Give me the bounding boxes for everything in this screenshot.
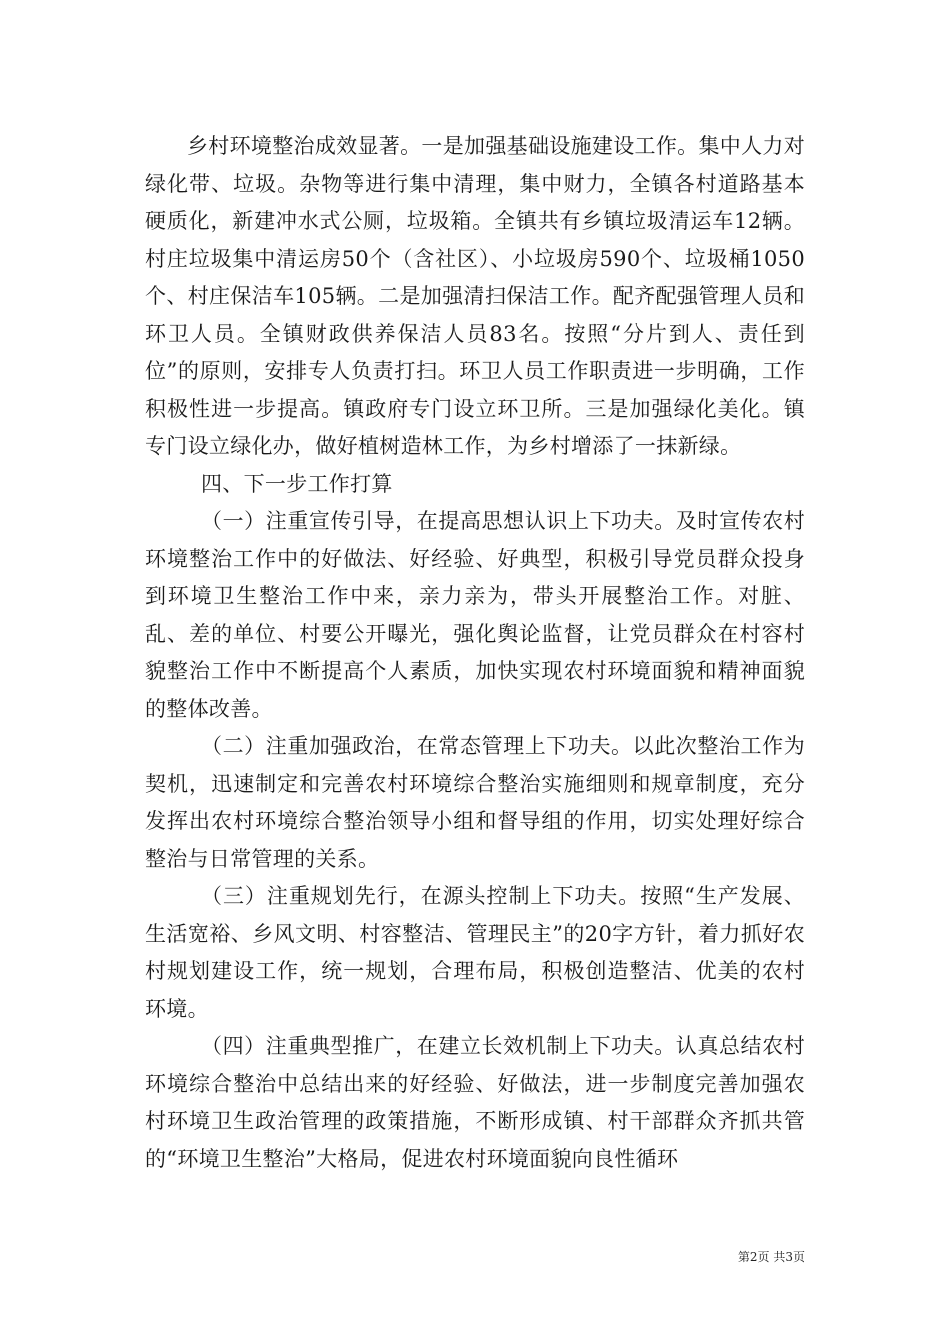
paragraph-item-4: （四）注重典型推广，在建立长效机制上下功夫。认真总结农村环境综合整治中总结出来的好经验、好做法，进一步制度完善加强农村环境卫生政治管理的政策措施，不断形成镇、村干部群众齐抓共管的“环境卫生整治”大格局，促进农村环境面貌向良性循环	[145, 1034, 805, 1171]
paragraph-environment-results: 乡村环境整治成效显著。一是加强基础设施建设工作。集中人力对绿化带、垃圾。杂物等进行集中清理，集中财力，全镇各村道路基本硬质化，新建冲水式公厕，垃圾箱。全镇共有乡镇垃圾清运车12辆。村庄垃圾集中清运房50个（含社区）、小垃圾房590个、垃圾桶1050个、村庄保洁车105辆。二是加强清扫保洁工作。配齐配强管理人员和环卫人员。全镇财政供养保洁人员83名。按照“分片到人、责任到位”的原则，安排专人负责打扫。环卫人员工作职责进一步明确，工作积极性进一步提高。镇政府专门设立环卫所。三是加强绿化美化。镇专门设立绿化办，做好植树造林工作，为乡村增添了一抹新绿。	[145, 134, 805, 458]
paragraph-item-2: （二）注重加强政治，在常态管理上下功夫。以此次整治工作为契机，迅速制定和完善农村环境综合整治实施细则和规章制度，充分发挥出农村环境综合整治领导小组和督导组的作用，切实处理好综合整治与日常管理的关系。	[145, 734, 805, 871]
document-page	[145, 128, 805, 1178]
section-heading-next-steps: 四、下一步工作打算	[201, 471, 393, 496]
paragraph-item-3: （三）注重规划先行，在源头控制上下功夫。按照“生产发展、生活宽裕、乡风文明、村容整洁、管理民主”的20字方针，着力抓好农村规划建设工作，统一规划，合理布局，积极创造整洁、优美的农村环境。	[145, 884, 805, 1021]
paragraph-item-1: （一）注重宣传引导，在提高思想认识上下功夫。及时宣传农村环境整治工作中的好做法、好经验、好典型，积极引导党员群众投身到环境卫生整治工作中来，亲力亲为，带头开展整治工作。对脏、乱、差的单位、村要公开曝光，强化舆论监督，让党员群众在村容村貌整治工作中不断提高个人素质，加快实现农村环境面貌和精神面貌的整体改善。	[145, 509, 805, 721]
page-number: 第2页 共3页	[737, 1250, 805, 1264]
